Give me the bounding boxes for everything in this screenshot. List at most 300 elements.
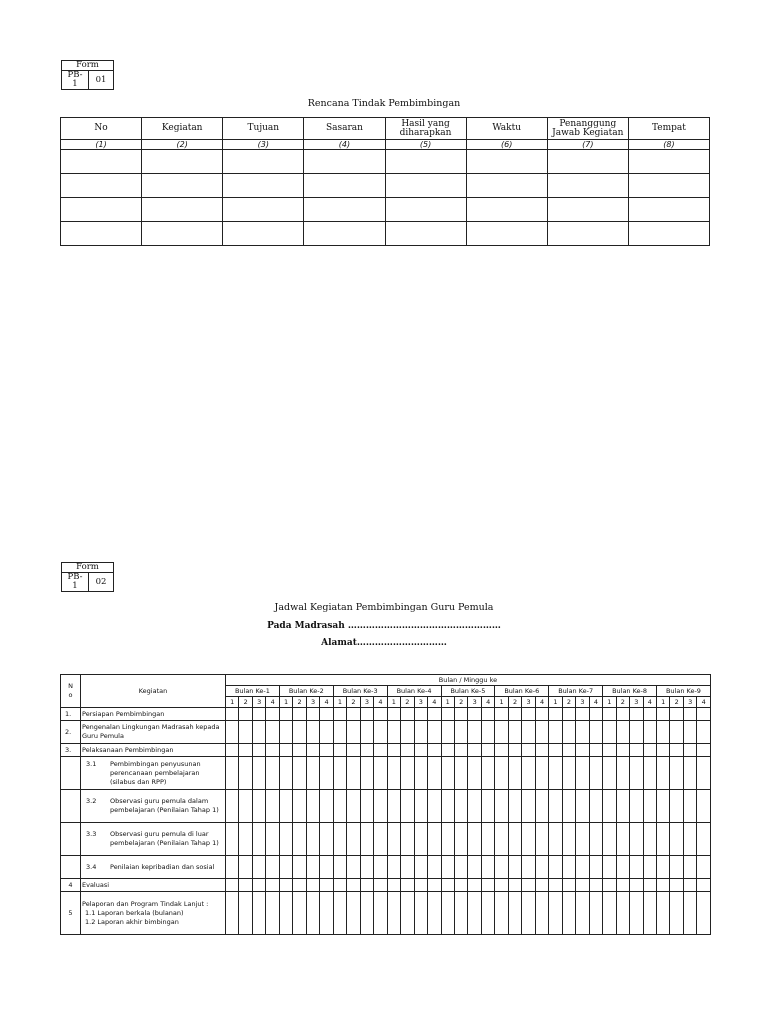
schedule-cell xyxy=(562,892,575,935)
week-header: 3 xyxy=(468,697,481,708)
schedule-cell xyxy=(495,856,508,879)
schedule-cell xyxy=(347,721,360,744)
column-number: (6) xyxy=(466,140,547,150)
schedule-cell xyxy=(481,721,494,744)
schedule-cell xyxy=(562,708,575,721)
schedule-cell xyxy=(616,823,629,856)
schedule-cell xyxy=(360,790,373,823)
schedule-cell xyxy=(468,744,481,757)
schedule-cell xyxy=(657,757,670,790)
schedule-cell xyxy=(374,790,387,823)
schedule-cell xyxy=(441,744,454,757)
column-number: (4) xyxy=(304,140,385,150)
schedule-cell xyxy=(441,721,454,744)
schedule-cell xyxy=(495,879,508,892)
table-cell xyxy=(304,222,385,246)
schedule-cell xyxy=(266,744,279,757)
schedule-cell xyxy=(333,721,346,744)
schedule-cell xyxy=(401,708,414,721)
schedule-cell xyxy=(630,708,643,721)
schedule-cell xyxy=(239,892,252,935)
schedule-cell xyxy=(279,879,292,892)
schedule-cell xyxy=(468,879,481,892)
schedule-cell xyxy=(697,708,710,721)
week-header: 3 xyxy=(683,697,696,708)
schedule-cell xyxy=(401,790,414,823)
schedule-cell xyxy=(279,708,292,721)
schedule-cell xyxy=(576,879,589,892)
kegiatan-cell xyxy=(81,708,226,721)
kegiatan-cell xyxy=(81,744,226,757)
schedule-cell xyxy=(320,708,333,721)
schedule-cell xyxy=(549,757,562,790)
schedule-cell xyxy=(495,757,508,790)
row-number: 3. xyxy=(61,744,81,757)
table-cell xyxy=(547,174,628,198)
column-header: Kegiatan xyxy=(142,118,223,140)
table-cell xyxy=(628,174,709,198)
schedule-cell xyxy=(293,879,306,892)
schedule-cell xyxy=(226,744,239,757)
week-header: 1 xyxy=(333,697,346,708)
table-cell xyxy=(304,198,385,222)
week-header: 4 xyxy=(643,697,656,708)
schedule-cell xyxy=(306,708,319,721)
week-header: 1 xyxy=(657,697,670,708)
month-header: Bulan Ke-9 xyxy=(657,686,711,697)
table-cell xyxy=(466,150,547,174)
schedule-cell xyxy=(414,744,427,757)
schedule-cell xyxy=(374,892,387,935)
table-cell xyxy=(142,222,223,246)
schedule-cell xyxy=(508,790,521,823)
schedule-cell xyxy=(535,708,548,721)
week-header: 1 xyxy=(279,697,292,708)
row-number: 1. xyxy=(61,708,81,721)
schedule-cell xyxy=(252,721,265,744)
schedule-cell xyxy=(441,892,454,935)
schedule-cell xyxy=(630,892,643,935)
table-row xyxy=(61,222,710,246)
column-header: Waktu xyxy=(466,118,547,140)
period-header: Bulan / Minggu ke xyxy=(226,675,711,686)
schedule-cell xyxy=(670,823,683,856)
row-number: 2. xyxy=(61,721,81,744)
schedule-cell xyxy=(279,744,292,757)
schedule-cell xyxy=(549,879,562,892)
schedule-cell xyxy=(333,744,346,757)
sub-number: 3.4 xyxy=(86,862,97,871)
kegiatan-cell xyxy=(81,757,226,790)
schedule-cell xyxy=(279,757,292,790)
week-header: 1 xyxy=(495,697,508,708)
schedule-cell xyxy=(374,856,387,879)
form-number: 02 xyxy=(89,573,114,592)
schedule-cell xyxy=(603,757,616,790)
column-header: No xyxy=(61,118,142,140)
page-title-2: Jadwal Kegiatan Pembimbingan Guru Pemula xyxy=(274,602,494,613)
kegiatan-cell xyxy=(81,892,226,935)
schedule-cell xyxy=(603,744,616,757)
schedule-cell xyxy=(428,879,441,892)
table-cell xyxy=(547,222,628,246)
sub-number: 3.2 xyxy=(86,797,97,805)
schedule-cell xyxy=(670,757,683,790)
schedule-cell xyxy=(293,823,306,856)
schedule-cell xyxy=(683,892,696,935)
schedule-cell xyxy=(508,879,521,892)
schedule-cell xyxy=(266,790,279,823)
schedule-cell xyxy=(603,708,616,721)
schedule-cell xyxy=(441,879,454,892)
schedule-cell xyxy=(522,721,535,744)
schedule-cell xyxy=(306,790,319,823)
table-row xyxy=(61,879,711,892)
week-header: 1 xyxy=(441,697,454,708)
schedule-cell xyxy=(333,823,346,856)
week-header: 3 xyxy=(306,697,319,708)
schedule-cell xyxy=(428,823,441,856)
schedule-cell xyxy=(562,744,575,757)
schedule-cell xyxy=(360,744,373,757)
schedule-cell xyxy=(535,790,548,823)
column-header: Tujuan xyxy=(223,118,304,140)
schedule-cell xyxy=(387,744,400,757)
table-row xyxy=(61,856,711,879)
week-header: 1 xyxy=(603,697,616,708)
month-header: Bulan Ke-5 xyxy=(441,686,495,697)
schedule-cell xyxy=(683,708,696,721)
schedule-cell xyxy=(576,757,589,790)
form-label: Form xyxy=(62,563,114,573)
schedule-cell xyxy=(401,823,414,856)
schedule-cell xyxy=(441,757,454,790)
table-row xyxy=(61,198,710,222)
column-number: (1) xyxy=(61,140,142,150)
schedule-cell xyxy=(306,856,319,879)
schedule-cell xyxy=(481,823,494,856)
schedule-cell xyxy=(468,790,481,823)
schedule-cell xyxy=(549,708,562,721)
kegiatan-cell xyxy=(81,856,226,879)
schedule-cell xyxy=(374,757,387,790)
schedule-cell xyxy=(589,879,602,892)
schedule-cell xyxy=(616,744,629,757)
schedule-cell xyxy=(428,892,441,935)
table-cell xyxy=(547,150,628,174)
table-row xyxy=(61,721,711,744)
schedule-cell xyxy=(468,856,481,879)
week-header: 3 xyxy=(576,697,589,708)
schedule-cell xyxy=(252,856,265,879)
schedule-cell xyxy=(495,721,508,744)
table-cell xyxy=(61,150,142,174)
kegiatan-text: Pembimbingan penyusunan perencanaan pembelajaran (silabus dan RPP) xyxy=(110,759,201,786)
schedule-cell xyxy=(454,892,467,935)
column-number: (8) xyxy=(628,140,709,150)
schedule-cell xyxy=(549,892,562,935)
schedule-cell xyxy=(320,721,333,744)
schedule-cell xyxy=(603,856,616,879)
table-row xyxy=(61,892,711,935)
schedule-cell xyxy=(683,823,696,856)
table-cell xyxy=(223,198,304,222)
schedule-cell xyxy=(414,708,427,721)
row-number: 4 xyxy=(61,879,81,892)
schedule-cell xyxy=(293,790,306,823)
sub-number: 3.3 xyxy=(86,830,97,838)
table-cell xyxy=(61,222,142,246)
schedule-cell xyxy=(266,823,279,856)
table-cell xyxy=(628,198,709,222)
schedule-cell xyxy=(360,892,373,935)
schedule-cell xyxy=(616,856,629,879)
week-header: 1 xyxy=(387,697,400,708)
schedule-cell xyxy=(320,757,333,790)
schedule-cell xyxy=(657,790,670,823)
schedule-cell xyxy=(266,721,279,744)
week-header: 2 xyxy=(401,697,414,708)
schedule-cell xyxy=(643,708,656,721)
schedule-cell xyxy=(535,879,548,892)
schedule-cell xyxy=(697,823,710,856)
week-header: 4 xyxy=(266,697,279,708)
schedule-cell xyxy=(226,823,239,856)
schedule-cell xyxy=(643,744,656,757)
schedule-cell xyxy=(252,744,265,757)
month-header: Bulan Ke-2 xyxy=(279,686,333,697)
schedule-cell xyxy=(589,823,602,856)
schedule-cell xyxy=(414,823,427,856)
schedule-cell xyxy=(387,856,400,879)
column-number: (3) xyxy=(223,140,304,150)
schedule-cell xyxy=(387,790,400,823)
schedule-cell xyxy=(226,856,239,879)
schedule-cell xyxy=(226,708,239,721)
table-cell xyxy=(142,174,223,198)
schedule-cell xyxy=(522,708,535,721)
schedule-cell xyxy=(481,856,494,879)
madrasah-line: Pada Madrasah …………………………………………… xyxy=(267,621,501,631)
schedule-cell xyxy=(279,790,292,823)
kegiatan-cell xyxy=(81,721,226,744)
schedule-cell xyxy=(239,790,252,823)
row-number xyxy=(61,790,81,823)
schedule-cell xyxy=(414,892,427,935)
schedule-cell xyxy=(252,823,265,856)
schedule-cell xyxy=(576,823,589,856)
schedule-cell xyxy=(428,790,441,823)
schedule-cell xyxy=(333,856,346,879)
schedule-cell xyxy=(589,892,602,935)
schedule-cell xyxy=(414,757,427,790)
schedule-cell xyxy=(347,744,360,757)
schedule-cell xyxy=(657,721,670,744)
table-cell xyxy=(466,174,547,198)
table-cell xyxy=(223,150,304,174)
schedule-cell xyxy=(279,856,292,879)
kegiatan-cell xyxy=(81,823,226,856)
schedule-cell xyxy=(643,856,656,879)
schedule-cell xyxy=(468,892,481,935)
week-header: 4 xyxy=(481,697,494,708)
schedule-cell xyxy=(347,708,360,721)
schedule-cell xyxy=(657,823,670,856)
schedule-cell xyxy=(414,879,427,892)
schedule-cell xyxy=(522,856,535,879)
table-row xyxy=(61,174,710,198)
schedule-cell xyxy=(603,790,616,823)
schedule-cell xyxy=(576,744,589,757)
table-cell xyxy=(628,150,709,174)
schedule-cell xyxy=(670,879,683,892)
schedule-cell xyxy=(293,708,306,721)
schedule-cell xyxy=(306,757,319,790)
schedule-cell xyxy=(670,708,683,721)
table-cell xyxy=(142,150,223,174)
kegiatan-subitem: 1.1 Laporan berkala (bulanan) xyxy=(85,908,184,917)
month-header: Bulan Ke-4 xyxy=(387,686,441,697)
schedule-cell xyxy=(293,757,306,790)
schedule-cell xyxy=(468,708,481,721)
week-header: 3 xyxy=(360,697,373,708)
column-number: (5) xyxy=(385,140,466,150)
schedule-cell xyxy=(374,708,387,721)
schedule-cell xyxy=(481,892,494,935)
week-header: 2 xyxy=(239,697,252,708)
schedule-cell xyxy=(522,744,535,757)
kegiatan-cell xyxy=(81,879,226,892)
schedule-cell xyxy=(683,721,696,744)
column-header: Hasil yang diharapkan xyxy=(385,118,466,140)
schedule-cell xyxy=(535,856,548,879)
schedule-cell xyxy=(481,790,494,823)
jadwal-table xyxy=(60,674,711,935)
week-header: 3 xyxy=(252,697,265,708)
table-cell xyxy=(223,222,304,246)
week-header: 4 xyxy=(428,697,441,708)
page-title-1: Rencana Tindak Pembimbingan xyxy=(307,98,461,109)
schedule-cell xyxy=(495,790,508,823)
week-header: 2 xyxy=(293,697,306,708)
column-header: Tempat xyxy=(628,118,709,140)
schedule-cell xyxy=(697,892,710,935)
schedule-cell xyxy=(320,879,333,892)
schedule-cell xyxy=(697,744,710,757)
schedule-cell xyxy=(252,879,265,892)
schedule-cell xyxy=(266,856,279,879)
week-header: 2 xyxy=(562,697,575,708)
schedule-cell xyxy=(630,721,643,744)
week-header: 2 xyxy=(616,697,629,708)
schedule-cell xyxy=(535,744,548,757)
month-header: Bulan Ke-8 xyxy=(603,686,657,697)
schedule-cell xyxy=(320,892,333,935)
schedule-cell xyxy=(360,757,373,790)
schedule-cell xyxy=(522,879,535,892)
kegiatan-text: Evaluasi xyxy=(82,880,110,889)
schedule-cell xyxy=(657,879,670,892)
column-number: (7) xyxy=(547,140,628,150)
column-header: Penanggung Jawab Kegiatan xyxy=(547,118,628,140)
schedule-cell xyxy=(360,856,373,879)
schedule-cell xyxy=(576,892,589,935)
table-cell xyxy=(304,150,385,174)
schedule-cell xyxy=(252,757,265,790)
schedule-cell xyxy=(657,892,670,935)
schedule-cell xyxy=(320,856,333,879)
schedule-cell xyxy=(293,744,306,757)
schedule-cell xyxy=(549,790,562,823)
row-number xyxy=(61,757,81,790)
month-header: Bulan Ke-1 xyxy=(226,686,280,697)
schedule-cell xyxy=(428,757,441,790)
schedule-cell xyxy=(603,823,616,856)
kegiatan-text: Penilaian kepribadian dan sosial xyxy=(110,862,215,871)
schedule-cell xyxy=(266,757,279,790)
schedule-cell xyxy=(226,879,239,892)
schedule-cell xyxy=(428,721,441,744)
schedule-cell xyxy=(414,856,427,879)
alamat-line: Alamat………………………… xyxy=(321,638,447,648)
schedule-cell xyxy=(414,721,427,744)
schedule-cell xyxy=(387,823,400,856)
schedule-cell xyxy=(616,708,629,721)
kegiatan-text: Observasi guru pemula dalam pembelajaran (Penilaian Tahap 1) xyxy=(110,797,219,814)
schedule-cell xyxy=(266,892,279,935)
schedule-cell xyxy=(347,856,360,879)
schedule-cell xyxy=(535,823,548,856)
schedule-cell xyxy=(279,721,292,744)
schedule-cell xyxy=(589,744,602,757)
schedule-cell xyxy=(401,856,414,879)
schedule-cell xyxy=(454,744,467,757)
schedule-cell xyxy=(670,892,683,935)
schedule-cell xyxy=(481,757,494,790)
no-header: N o xyxy=(61,675,81,708)
schedule-cell xyxy=(333,892,346,935)
form-code-box-1 xyxy=(61,60,114,90)
schedule-cell xyxy=(387,708,400,721)
week-header: 3 xyxy=(630,697,643,708)
schedule-cell xyxy=(428,708,441,721)
kegiatan-text: Observasi guru pemula di luar pembelajaran (Penilaian Tahap 1) xyxy=(110,830,219,847)
form-label: Form xyxy=(62,61,114,71)
schedule-cell xyxy=(670,790,683,823)
week-header: 4 xyxy=(535,697,548,708)
table-cell xyxy=(547,198,628,222)
week-header: 2 xyxy=(454,697,467,708)
schedule-cell xyxy=(454,790,467,823)
schedule-cell xyxy=(387,721,400,744)
schedule-cell xyxy=(441,823,454,856)
row-number xyxy=(61,823,81,856)
week-header: 4 xyxy=(374,697,387,708)
week-header: 4 xyxy=(589,697,602,708)
schedule-cell xyxy=(522,892,535,935)
schedule-cell xyxy=(226,721,239,744)
schedule-cell xyxy=(630,757,643,790)
schedule-cell xyxy=(320,790,333,823)
schedule-cell xyxy=(387,757,400,790)
table-cell xyxy=(385,222,466,246)
schedule-cell xyxy=(657,856,670,879)
schedule-cell xyxy=(414,790,427,823)
schedule-cell xyxy=(603,879,616,892)
schedule-cell xyxy=(333,757,346,790)
schedule-cell xyxy=(226,790,239,823)
schedule-cell xyxy=(239,744,252,757)
